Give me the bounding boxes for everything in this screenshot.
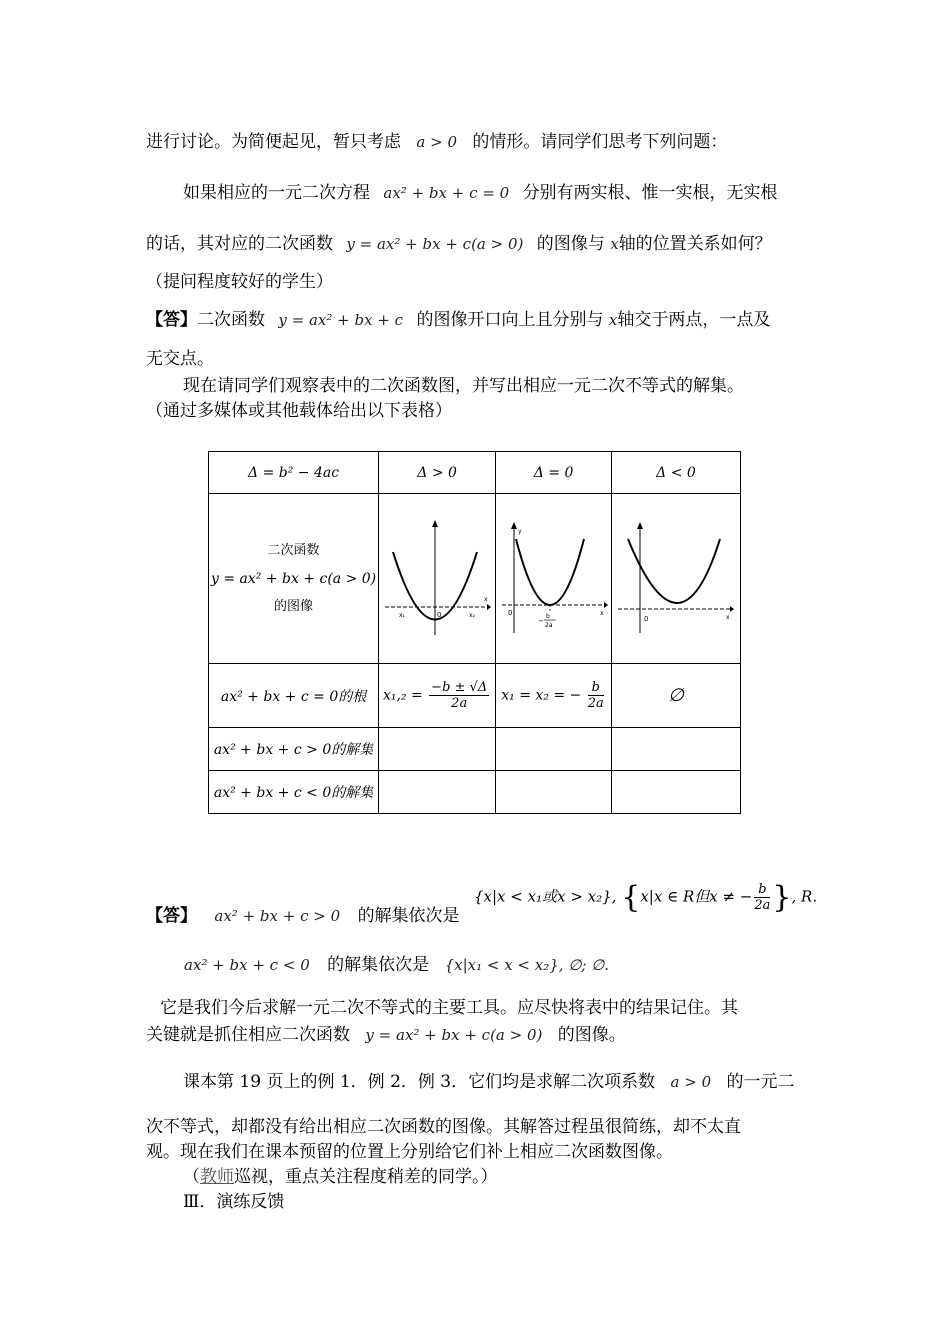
paragraph-4: （提问程度较好的学生）	[146, 272, 333, 292]
text: 进行讨论。为简便起见，暂只考虑	[146, 132, 401, 152]
x1-label: x₁	[399, 611, 406, 619]
roots-lhs: x₁,₂ =	[382, 687, 423, 704]
graph-cell-positive	[379, 494, 496, 664]
paragraph-6: 无交点。	[146, 349, 214, 369]
answer-1	[146, 904, 460, 928]
graph-cell-negative	[612, 494, 741, 664]
paragraph-3	[146, 232, 772, 256]
lt-row-label: ax² + bx + c < 0的解集	[209, 771, 379, 814]
label-line: y = ax² + bx + c(a > 0)	[210, 570, 377, 587]
paragraph-14	[183, 1165, 498, 1189]
text: 的图像与	[536, 234, 605, 254]
table-lt-row	[209, 771, 741, 814]
paragraph-9: 它是我们今后求解一元二次不等式的主要工具。应尽快将表中的结果记住。其	[160, 998, 738, 1018]
roots-cell-positive	[379, 664, 496, 728]
paragraph-5	[146, 308, 770, 332]
fraction-numerator: −b ± √Δ	[431, 680, 488, 695]
text: （	[183, 1167, 200, 1187]
origin-label: 0	[507, 608, 512, 617]
paragraph-12: 次不等式，却都没有给出相应二次函数的图像。其解答过程虽很简练，却不太直	[146, 1117, 741, 1137]
text: 的话，其对应的二次函数	[146, 234, 333, 254]
empty-cell	[612, 728, 741, 771]
parabola-no-root-graph	[616, 517, 736, 637]
origin-label: 0	[644, 614, 649, 623]
text: 如果相应的一元二次方程	[183, 183, 370, 203]
axis-x-label: x	[599, 609, 604, 617]
parabola-two-roots-graph	[383, 517, 491, 637]
roots-cell-negative: ∅	[612, 664, 741, 728]
text: 的图像。	[557, 1025, 626, 1045]
paragraph-13: 观。现在我们在课本预留的位置上分别给它们补上相应二次函数图像。	[146, 1142, 673, 1162]
text: 的图像开口向上且分别与	[416, 310, 604, 330]
answer-label: 【答】	[146, 310, 197, 330]
paragraph-7: 现在请同学们观察表中的二次函数图，并写出相应一元二次不等式的解集。	[183, 376, 744, 396]
table-header-row	[209, 452, 741, 494]
fraction-denominator: 2a	[587, 696, 604, 711]
gt-row-label: ax² + bx + c > 0的解集	[209, 728, 379, 771]
math-inline: y = ax² + bx + c	[278, 311, 404, 329]
solution-set-gt: {x|x < x₁或x > x₂}, {x|x ∈ R但x ≠ − $\frac{b}{2a}$ }, R.	[474, 880, 818, 915]
empty-cell	[496, 771, 612, 814]
axis-x-label: x	[726, 613, 730, 621]
graph-row-label	[209, 494, 379, 664]
roots-row-label: ax² + bx + c = 0的根	[209, 664, 379, 728]
vertex-sign: −	[537, 616, 544, 625]
axis-x-label: x	[484, 595, 488, 603]
origin-label: 0	[437, 610, 442, 619]
set-fraction	[754, 882, 770, 913]
x2-label: x₂	[469, 611, 476, 619]
text: 的解集依次是	[327, 955, 430, 975]
empty-cell	[612, 771, 741, 814]
teacher-link[interactable]: 教师	[200, 1167, 234, 1187]
header-zero: Δ = 0	[496, 452, 612, 494]
table-graph-row	[209, 494, 741, 664]
text: 轴交于两点，一点及	[617, 310, 771, 330]
roots-fraction	[429, 680, 489, 711]
math-inline: a > 0	[670, 1073, 712, 1091]
fraction-denominator: 2a	[754, 898, 771, 913]
label-line: 二次函数	[267, 542, 320, 558]
math-inline: ax² + bx + c = 0	[383, 184, 510, 202]
text: 轴的位置关系如何？	[618, 234, 772, 254]
math-inline: y = ax² + bx + c(a > 0)	[365, 1026, 543, 1044]
text: 关键就是抓住相应二次函数	[146, 1025, 350, 1045]
math-inline: ax² + bx + c > 0	[214, 907, 341, 925]
discriminant-table	[208, 451, 741, 814]
set-expression: , R.	[791, 887, 818, 906]
fraction-numerator: b	[588, 680, 604, 696]
parabola-one-root-graph	[500, 517, 608, 637]
math-inline: x	[608, 311, 618, 329]
text: 课本第 19 页上的例 1．例 2．例 3．它们均是求解二次项系数	[183, 1072, 656, 1092]
text: 的一元二	[726, 1072, 795, 1092]
header-discriminant: Δ = b² − 4ac	[209, 452, 379, 494]
fraction-denominator: 2a	[451, 696, 468, 711]
math-inline: a > 0	[416, 133, 457, 151]
text: 的情形。请同学们思考下列问题：	[472, 132, 728, 152]
vertex-num: b	[545, 612, 550, 620]
table-roots-row	[209, 664, 741, 728]
roots-cell-zero	[496, 664, 612, 728]
text: 的解集依次是	[357, 906, 460, 926]
math-inline: ax² + bx + c < 0	[184, 956, 310, 974]
text: 巡视，重点关注程度稍差的同学。）	[234, 1167, 498, 1187]
text: 分别有两实根、惟一实根，无实根	[522, 183, 778, 203]
empty-cell	[496, 728, 612, 771]
section-heading: Ⅲ．演练反馈	[183, 1192, 285, 1212]
math-inline: y = ax² + bx + c(a > 0)	[346, 235, 524, 253]
math-inline: x	[610, 235, 619, 253]
empty-cell	[379, 728, 496, 771]
answer-label: 【答】	[146, 906, 197, 926]
answer-2	[184, 953, 609, 977]
empty-cell	[379, 771, 496, 814]
header-negative: Δ < 0	[612, 452, 741, 494]
vertex-den: 2a	[544, 621, 553, 629]
text: 二次函数	[197, 310, 265, 330]
roots-fraction	[588, 680, 604, 711]
paragraph-10	[146, 1023, 626, 1047]
paragraph-8: （通过多媒体或其他载体给出以下表格）	[146, 401, 452, 421]
paragraph-2	[183, 181, 778, 205]
set-expression: x|x ∈ R但x ≠ −	[640, 887, 753, 906]
label-line: 的图像	[274, 598, 314, 614]
graph-cell-zero	[496, 494, 612, 664]
paragraph-11	[183, 1070, 795, 1094]
paragraph-1	[146, 130, 727, 154]
table-gt-row	[209, 728, 741, 771]
roots-lhs: x₁ = x₂ = −	[501, 687, 582, 704]
set-expression: {x|x < x₁或x > x₂},	[474, 887, 617, 906]
header-positive: Δ > 0	[379, 452, 496, 494]
axis-y-label: y	[517, 527, 522, 535]
set-expression: {x|x₁ < x < x₂}, ∅; ∅.	[444, 956, 610, 974]
fraction-numerator: b	[754, 882, 770, 898]
